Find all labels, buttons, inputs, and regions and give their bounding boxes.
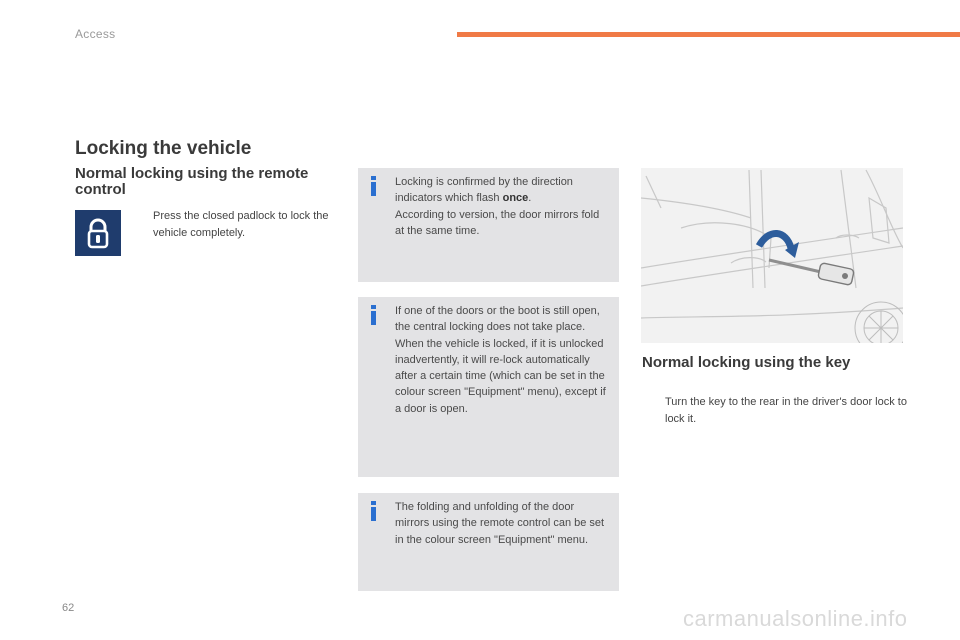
info-text-2-para2: When the vehicle is locked, if it is unlocked inadvertently, it will re-lock automatically after a certain time (which can be set in the colour screen "Equipment" menu), except if a door is open. — [395, 337, 606, 415]
info-text-1-before: Locking is confirmed by the direction indicators which flash — [395, 176, 573, 205]
header-accent-bar — [457, 32, 960, 37]
remote-locking-heading: Normal locking using the remote control — [75, 165, 309, 198]
info-icon — [370, 501, 378, 526]
key-lock-step — [643, 394, 908, 428]
page-number: 62 — [62, 602, 75, 614]
info-text-1-after: . — [528, 192, 532, 205]
key-lock-step-text: Turn the key to the rear in the driver's door lock to lock it. — [665, 396, 907, 425]
info-box-locking-confirmation — [358, 168, 619, 282]
info-icon — [370, 305, 378, 330]
info-text-2-para1: If one of the doors or the boot is still open, the central locking does not take place. — [395, 305, 600, 334]
car-door-key-icon — [641, 168, 903, 343]
info-text-1 — [395, 174, 609, 239]
remote-lock-step-text: Press the closed padlock to lock the vehicle completely. — [153, 210, 329, 239]
info-icon — [370, 176, 378, 201]
padlock-closed-icon — [75, 210, 121, 256]
info-text-1-emphasis: once — [502, 192, 529, 205]
remote-lock-step — [131, 208, 336, 242]
key-locking-heading: Normal locking using the key — [642, 354, 851, 371]
watermark: carmanualsonline.info — [683, 606, 908, 631]
info-box-mirror-folding — [358, 493, 619, 591]
section-title: Access — [75, 27, 116, 41]
info-text-2 — [395, 303, 609, 417]
info-text-3: The folding and unfolding of the door mirrors using the remote control can be set in the colour screen "Equipment" menu. — [395, 501, 605, 546]
info-box-central-locking — [358, 297, 619, 477]
page-title: Locking the vehicle — [75, 138, 252, 159]
info-text-1-extra: According to version, the door mirrors fold at the same time. — [395, 208, 600, 237]
